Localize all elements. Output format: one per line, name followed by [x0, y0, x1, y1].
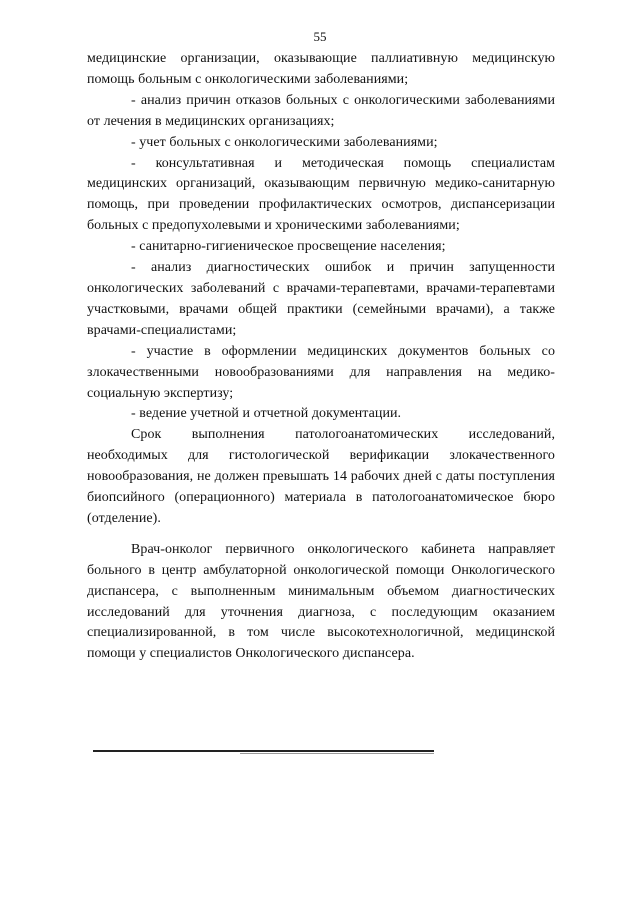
footer-rule — [93, 750, 434, 752]
paragraph-examination-deadline: Срок выполнения патологоанатомических исследований, необходимых для гистологической верификации злокачественного новообразования, не должен превышать 14 рабочих дней с даты поступления биопсийного (операционного) материала в патологоанатомическое бюро (отделение). — [87, 427, 555, 526]
paragraph-continuation: медицинские организации, оказывающие паллиативную медицинскую помощь больным с онкологическими заболеваниями; — [87, 51, 555, 87]
list-item-error-analysis: - анализ диагностических ошибок и причин запущенности онкологических заболеваний с врачами-терапевтами, врачами-терапевтами участковыми, врачами общей практики (семейными врачами), а также врачами-специалистами; — [87, 260, 555, 338]
list-item-record-keeping: - ведение учетной и отчетной документации. — [131, 406, 402, 422]
list-item-patient-registry: - учет больных с онкологическими заболеваниями; — [131, 134, 438, 150]
list-item-consultative-help: - консультативная и методическая помощь специалистам медицинских организаций, оказывающим первичную медико-санитарную помощь, при проведении профилактических осмотров, диспансеризации больных с предопухолевыми и хроническими заболеваниями; — [87, 155, 555, 234]
document-body — [87, 49, 555, 665]
paragraph-referral: Врач-онколог первичного онкологического кабинета направляет больного в центр амбулаторной онкологической помощи Онкологического диспансера, с выполненным минимальным объемом диагностических исследований для уточнения диагноза, с последующим оказанием специализированной, в том числе высокотехнологичной, медицинской помощи у специалистов Онкологического диспансера. — [87, 541, 555, 662]
footer-rule-shadow — [240, 753, 434, 754]
list-item-sanitary-education: - санитарно-гигиеническое просвещение населения; — [131, 239, 446, 255]
list-item-medical-documents: - участие в оформлении медицинских документов больных со злокачественными новообразованиями для направления на медико-социальную экспертизу; — [87, 343, 555, 401]
paragraph-gap — [87, 530, 555, 540]
list-item-refusal-analysis: - анализ причин отказов больных с онкологическими заболеваниями от лечения в медицинских организациях; — [87, 92, 555, 129]
page-number: 55 — [313, 29, 327, 44]
